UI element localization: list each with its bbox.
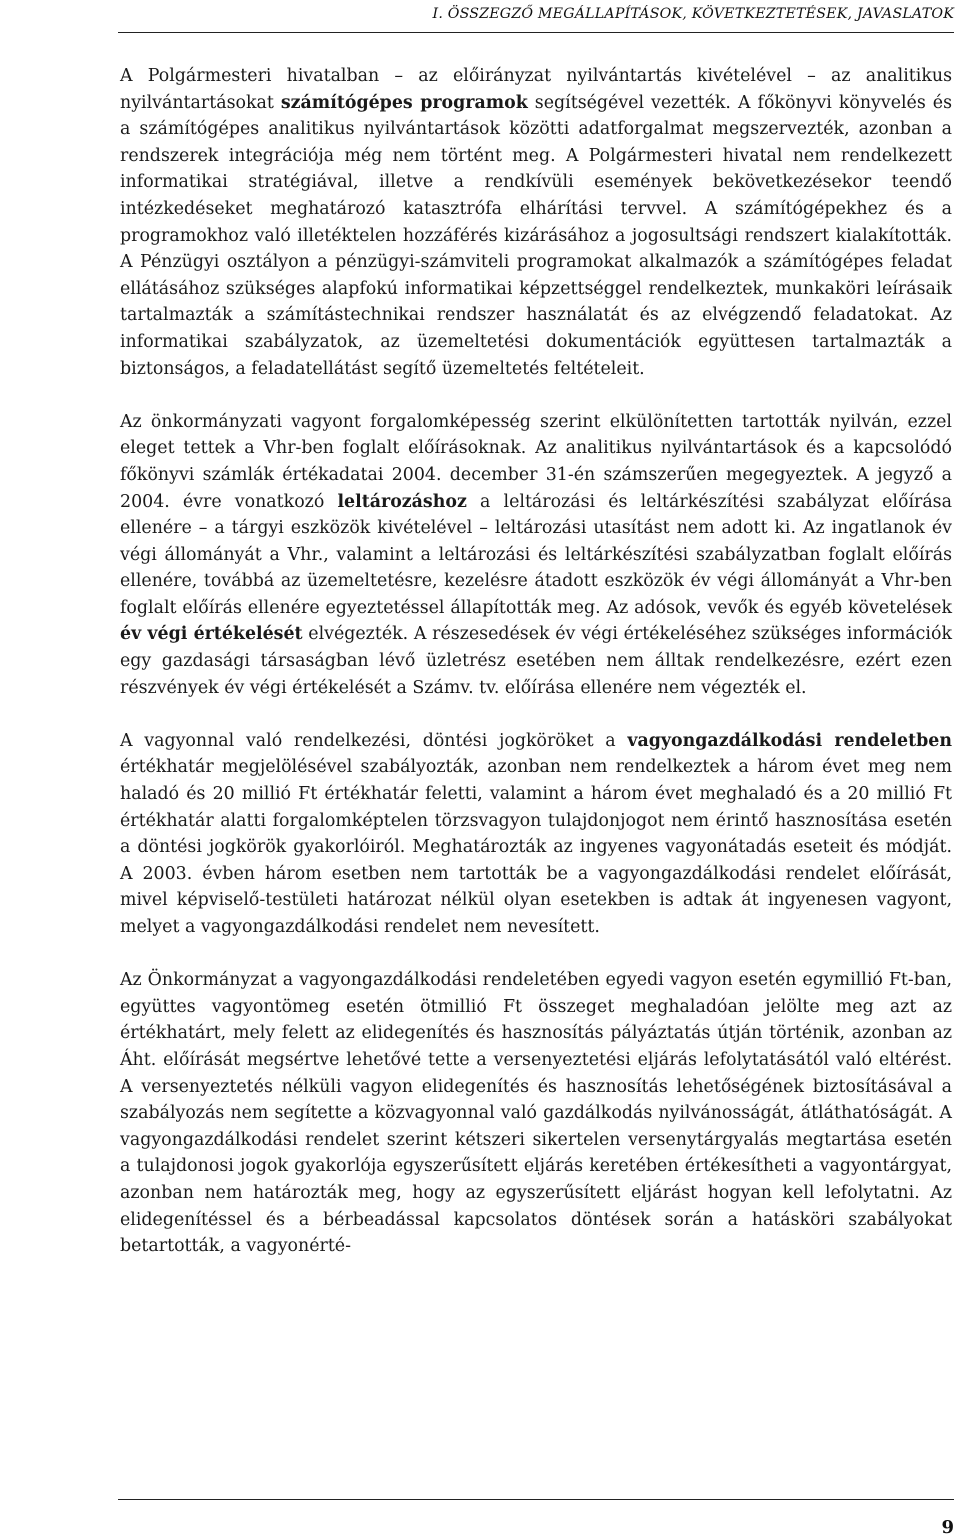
bold-term: év végi értékelését xyxy=(120,624,303,645)
bold-term: leltározáshoz xyxy=(337,491,467,512)
page-body xyxy=(120,63,952,1260)
bold-term: számítógépes programok xyxy=(280,92,528,113)
paragraph-asset-decisions: A vagyonnal való rendelkezési, döntési jogköröket a vagyongazdálkodási rendeletben értékhatár megjelölésével szabályozták, azonban nem rendelkeztek a három évet meg nem haladó és 20 millió Ft értékhatár feletti, valamint a három évet meghaladó és a 20 millió Ft értékhatár alatti forgalomképtelen törzsvagyon tulajdonjogot nem érintő hasznosítása esetén a döntési jogkörök gyakorlóiról. Meghatározták az ingyenes vagyonátadás eseteit és módját. A 2003. évben három esetben nem tartották be a vagyongazdálkodási rendelet előírását, mivel képviselő-testületi határozat nélkül olyan esetekben is adtak át ingyenesen vagyont, melyet a vagyongazdálkodási rendelet nem nevesített. xyxy=(120,730,952,937)
paragraph-inventory: Az önkormányzati vagyont forgalomképesség szerint elkülönítetten tartották nyilván, ezzel eleget tettek a Vhr-ben foglalt előírásoknak. Az analitikus nyilvántartások és a kapcsolódó főkönyvi számlák értékadatai 2004. december 31-én számszerűen megegyeztek. A jegyző a 2004. évre vonatkozó leltározáshoz a leltározási és leltárkészítési szabályzat előírása ellenére – a tárgyi eszközök kivételével – leltározási utasítást nem adott ki. Az ingatlanok év végi állományát a Vhr., valamint a leltározási és leltárkészítési szabályzatban foglalt előírás ellenére, továbbá az üzemeltetésre, kezelésre átadott eszközök év végi állományát a Vhr-ben foglalt előírás ellenére egyeztetéssel állapították meg. Az adósok, vevők és egyéb követelések év végi értékelését elvégezték. A részesedések év végi értékeléséhez szükséges információk egy gazdasági társaságban lévő üzletrész esetében nem álltak rendelkezésre, ezért ezen részvények év végi értékelését a Számv. tv. előírása ellenére nem végezték el. xyxy=(120,411,952,698)
page-number: 9 xyxy=(941,1517,954,1538)
paragraph-informatics: A Polgármesteri hivatalban – az előirányzat nyilvántartás kivételével – az analitikus nyilvántartásokat számítógépes programok segítségével vezették. A főkönyvi könyvelés és a számítógépes analitikus nyilvántartások közötti adatforgalmat megszervezték, azonban a rendszerek integrációja még nem történt meg. A Polgármesteri hivatal nem rendelkezett informatikai stratégiával, illetve a rendkívüli események bekövetkezésekor teendő intézkedéseket meghatározó katasztrófa elhárítási tervvel. A számítógépekhez és a programokhoz való illetéktelen hozzáférés kizárásához a jogosultsági rendszert kialakították. A Pénzügyi osztályon a pénzügyi-számviteli programokat alkalmazók a számítógépes feladat ellátásához szükséges alapfokú informatikai képzettséggel rendelkeztek, munkaköri leírásaik tartalmazták a számítástechnikai rendszer használatát és az elvégzendő feladatokat. Az informatikai szabályzatok, az üzemeltetési dokumentációk együttesen tartalmazták a biztonságos, a feladatellátást segítő üzemeltetés feltételeit. xyxy=(120,66,952,379)
page-footer xyxy=(118,1499,954,1538)
header-title: I. ÖSSZEGZŐ MEGÁLLAPÍTÁSOK, KÖVETKEZTETÉSEK, JAVASLATOK xyxy=(432,6,954,22)
running-header xyxy=(118,0,954,33)
bold-term: vagyongazdálkodási rendeletben xyxy=(627,730,952,751)
paragraph-tendering: Az Önkormányzat a vagyongazdálkodási rendeletében egyedi vagyon esetén egymillió Ft-ban, együttes vagyontömeg esetén ötmillió Ft összeget meghaladóan jelölte meg azt az értékhatárt, mely felett az elidegenítés és hasznosítás pályáztatás útján történik, azonban az Áht. előírását megsértve lehetővé tette a versenyeztetési eljárás lefolytatásától való eltérést. A versenyeztetés nélküli vagyon elidegenítés és hasznosítás lehetőségének biztosításával a szabályozás nem segítette a közvagyonnal való gazdálkodás nyilvánosságát, átláthatóságát. A vagyongazdálkodási rendelet szerint kétszeri sikertelen versenytárgyalás megtartása esetén a tulajdonosi jogok gyakorlója egyszerűsített eljárás keretében értékesítheti a vagyontárgyat, azonban nem határozták meg, hogy az egyszerűsített eljárást hogyan kell lefolytatni. Az elidegenítéssel és a bérbeadással kapcsolatos döntések során a hatásköri szabályokat betartották, a vagyonérté- xyxy=(120,970,952,1257)
